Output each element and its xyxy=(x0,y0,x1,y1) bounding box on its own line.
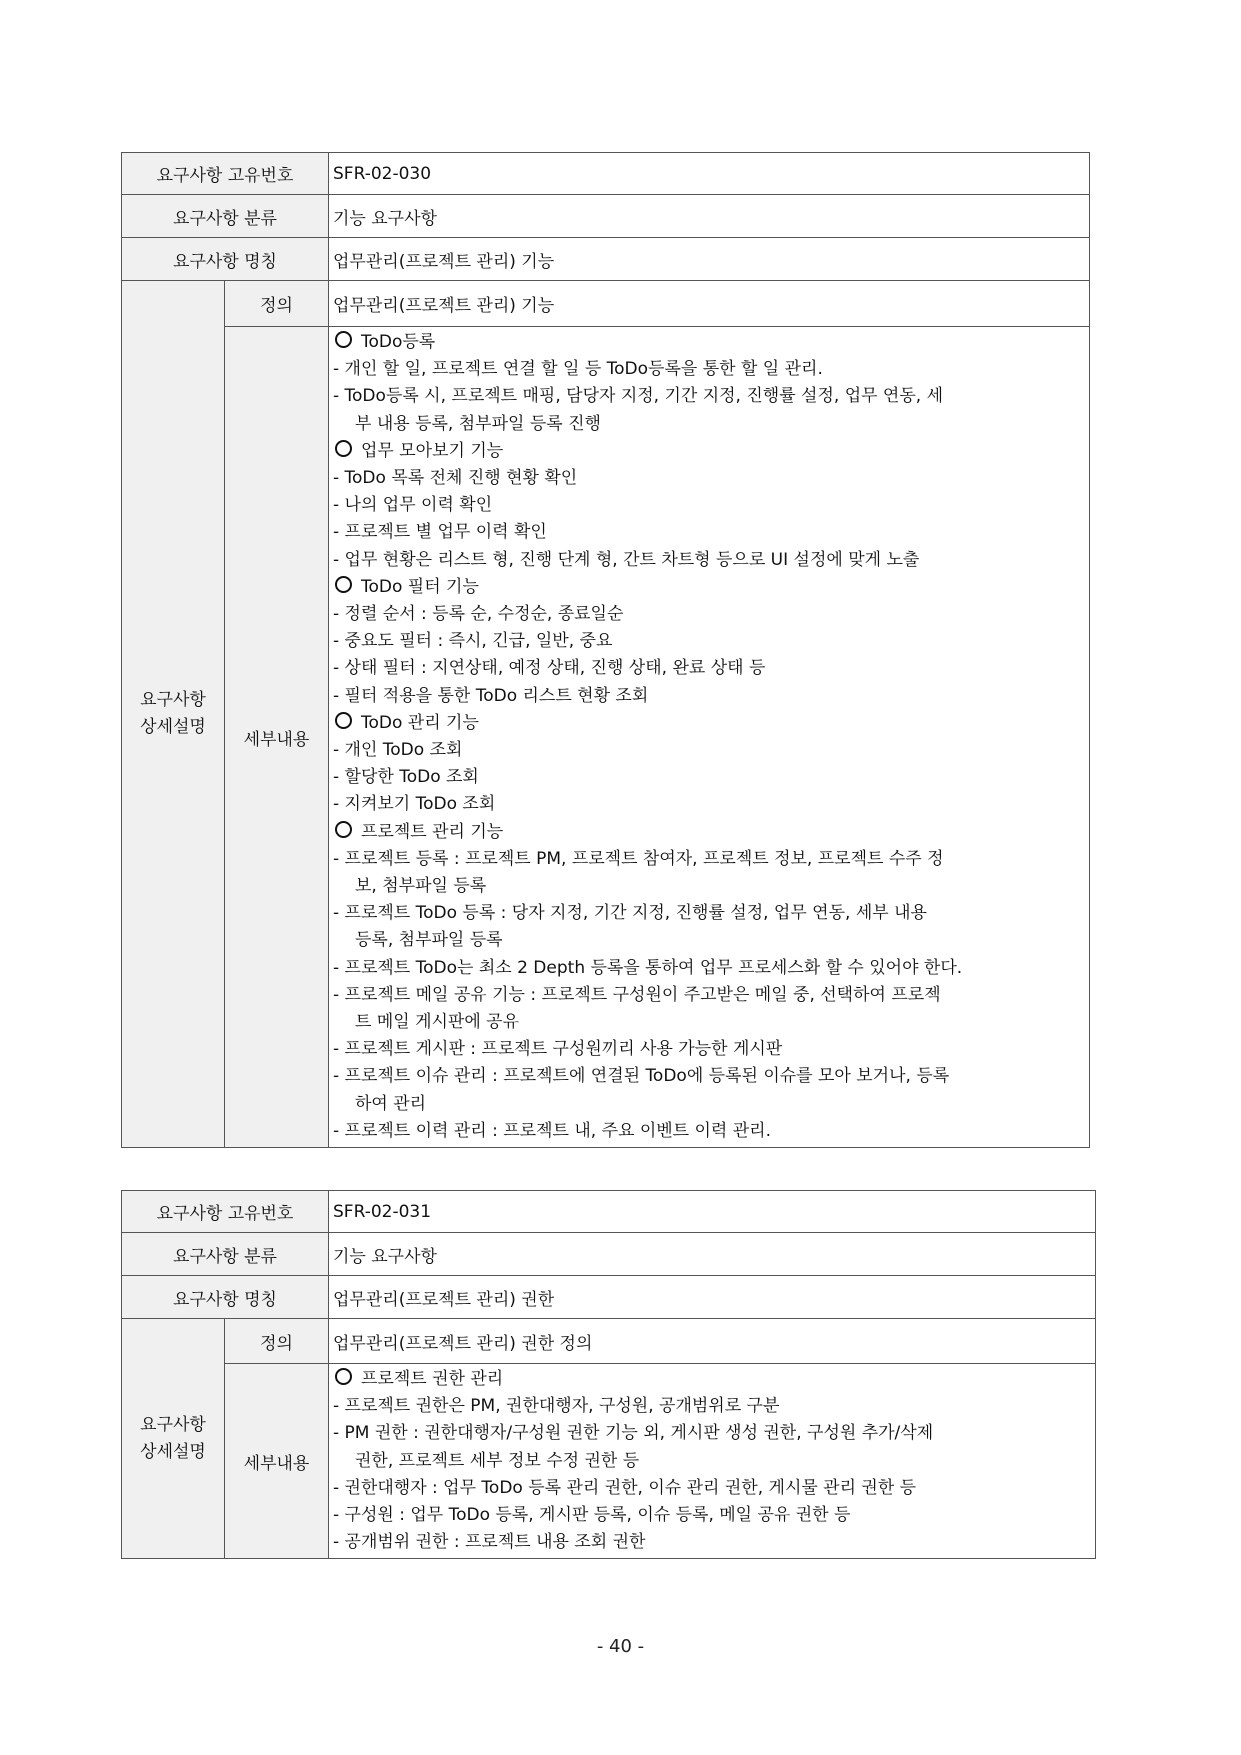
detail-line: - 프로젝트 게시판 : 프로젝트 구성원끼리 사용 가능한 게시판 xyxy=(333,1039,783,1060)
detail-line-continuation: 등록, 첨부파일 등록 xyxy=(355,930,503,951)
category-label: 요구사항 분류 xyxy=(122,195,329,238)
detail-line: - 상태 필터 : 지연상태, 예정 상태, 진행 상태, 완료 상태 등 xyxy=(333,658,766,679)
section-heading-text: ToDo 관리 기능 xyxy=(361,712,479,733)
detail-line: - 프로젝트 별 업무 이력 확인 xyxy=(333,522,547,543)
section-heading xyxy=(333,710,1085,737)
detail-line: - 개인 ToDo 조회 xyxy=(333,740,463,761)
detail-line: - 정렬 순서 : 등록 순, 수정순, 종료일순 xyxy=(333,604,624,625)
circle-bullet-icon xyxy=(335,331,352,348)
content-label: 세부내용 xyxy=(225,327,329,1148)
category-value: 기능 요구사항 xyxy=(329,1233,1096,1276)
detail-line-continuation: 트 메일 게시판에 공유 xyxy=(355,1012,520,1033)
detail-line: - PM 권한 : 권한대행자/구성원 권한 기능 외, 게시판 생성 권한, 구성원 추가/삭제 xyxy=(333,1423,934,1444)
detail-line: - ToDo등록 시, 프로젝트 매핑, 담당자 지정, 기간 지정, 진행률 설정, 업무 연동, 세 xyxy=(333,386,944,407)
detail-label: 요구사항 상세설명 xyxy=(122,281,225,1148)
detail-line-continuation: 보, 첨부파일 등록 xyxy=(355,876,487,897)
id-value: SFR-02-030 xyxy=(329,153,1090,195)
content-lines xyxy=(333,329,1085,1145)
requirement-table-1 xyxy=(121,152,1090,1148)
definition-label: 정의 xyxy=(225,1319,329,1364)
section-heading xyxy=(333,819,1085,846)
detail-line: - 프로젝트 이력 관리 : 프로젝트 내, 주요 이벤트 이력 관리. xyxy=(333,1120,771,1141)
detail-line: - 나의 업무 이력 확인 xyxy=(333,495,493,516)
detail-line: - ToDo 목록 전체 진행 현황 확인 xyxy=(333,468,578,489)
detail-line: - 프로젝트 이슈 관리 : 프로젝트에 연결된 ToDo에 등록된 이슈를 모아 보거나, 등록 xyxy=(333,1066,950,1087)
definition-value: 업무관리(프로젝트 관리) 권한 정의 xyxy=(329,1319,1096,1364)
section-heading-text: 업무 모아보기 기능 xyxy=(361,440,504,461)
section-heading xyxy=(333,329,1085,356)
circle-bullet-icon xyxy=(335,576,352,593)
detail-line: - 지켜보기 ToDo 조회 xyxy=(333,794,496,815)
definition-value: 업무관리(프로젝트 관리) 기능 xyxy=(329,281,1090,327)
detail-line-continuation: 부 내용 등록, 첨부파일 등록 진행 xyxy=(355,413,601,434)
category-value: 기능 요구사항 xyxy=(329,195,1090,238)
name-value: 업무관리(프로젝트 관리) 권한 xyxy=(329,1276,1096,1319)
id-label: 요구사항 고유번호 xyxy=(122,1191,329,1233)
section-heading-text: ToDo 필터 기능 xyxy=(361,576,479,597)
requirement-table-2 xyxy=(121,1190,1096,1559)
detail-line: - 프로젝트 등록 : 프로젝트 PM, 프로젝트 참여자, 프로젝트 정보, 프로젝트 수주 정 xyxy=(333,848,944,869)
section-heading-text: 프로젝트 권한 관리 xyxy=(361,1369,504,1389)
section-heading-text: ToDo등록 xyxy=(361,332,436,352)
circle-bullet-icon xyxy=(335,712,352,729)
content-body xyxy=(329,1364,1096,1559)
detail-line: - 업무 현황은 리스트 형, 진행 단계 형, 간트 차트형 등으로 UI 설정에 맞게 노출 xyxy=(333,549,920,570)
circle-bullet-icon xyxy=(335,1368,352,1385)
circle-bullet-icon xyxy=(335,821,352,838)
detail-line: - 필터 적용을 통한 ToDo 리스트 현황 조회 xyxy=(333,685,649,706)
section-heading xyxy=(333,574,1085,601)
detail-line: - 구성원 : 업무 ToDo 등록, 게시판 등록, 이슈 등록, 메일 공유 권한 등 xyxy=(333,1505,851,1526)
section-heading xyxy=(333,438,1085,465)
content-body xyxy=(329,327,1090,1148)
detail-line: - 프로젝트 ToDo는 최소 2 Depth 등록을 통하여 업무 프로세스화 할 수 있어야 한다. xyxy=(333,957,963,978)
detail-line: - 개인 할 일, 프로젝트 연결 할 일 등 ToDo등록을 통한 할 일 관리. xyxy=(333,359,823,380)
detail-line-continuation: 하여 관리 xyxy=(355,1093,427,1114)
page-number: - 40 - xyxy=(596,1636,645,1657)
detail-line: - 프로젝트 권한은 PM, 권한대행자, 구성원, 공개범위로 구분 xyxy=(333,1396,780,1417)
circle-bullet-icon xyxy=(335,440,352,457)
id-value: SFR-02-031 xyxy=(329,1191,1096,1233)
detail-line: - 프로젝트 ToDo 등록 : 당자 지정, 기간 지정, 진행률 설정, 업무 연동, 세부 내용 xyxy=(333,903,927,924)
name-label: 요구사항 명칭 xyxy=(122,1276,329,1319)
name-label: 요구사항 명칭 xyxy=(122,238,329,281)
definition-label: 정의 xyxy=(225,281,329,327)
name-value: 업무관리(프로젝트 관리) 기능 xyxy=(329,238,1090,281)
detail-line: - 중요도 필터 : 즉시, 긴급, 일반, 중요 xyxy=(333,631,613,652)
detail-label: 요구사항 상세설명 xyxy=(122,1319,225,1559)
content-lines xyxy=(333,1366,1091,1556)
detail-line: - 할당한 ToDo 조회 xyxy=(333,767,479,788)
section-heading xyxy=(333,1366,1091,1393)
detail-line-continuation: 권한, 프로젝트 세부 정보 수정 권한 등 xyxy=(355,1450,640,1471)
detail-line: - 프로젝트 메일 공유 기능 : 프로젝트 구성원이 주고받은 메일 중, 선택하여 프로젝 xyxy=(333,984,941,1005)
id-label: 요구사항 고유번호 xyxy=(122,153,329,195)
detail-line: - 권한대행자 : 업무 ToDo 등록 관리 권한, 이슈 관리 권한, 게시물 관리 권한 등 xyxy=(333,1477,917,1498)
content-label: 세부내용 xyxy=(225,1364,329,1559)
section-heading-text: 프로젝트 관리 기능 xyxy=(361,821,504,842)
detail-line: - 공개범위 권한 : 프로젝트 내용 조회 권한 xyxy=(333,1532,646,1553)
category-label: 요구사항 분류 xyxy=(122,1233,329,1276)
